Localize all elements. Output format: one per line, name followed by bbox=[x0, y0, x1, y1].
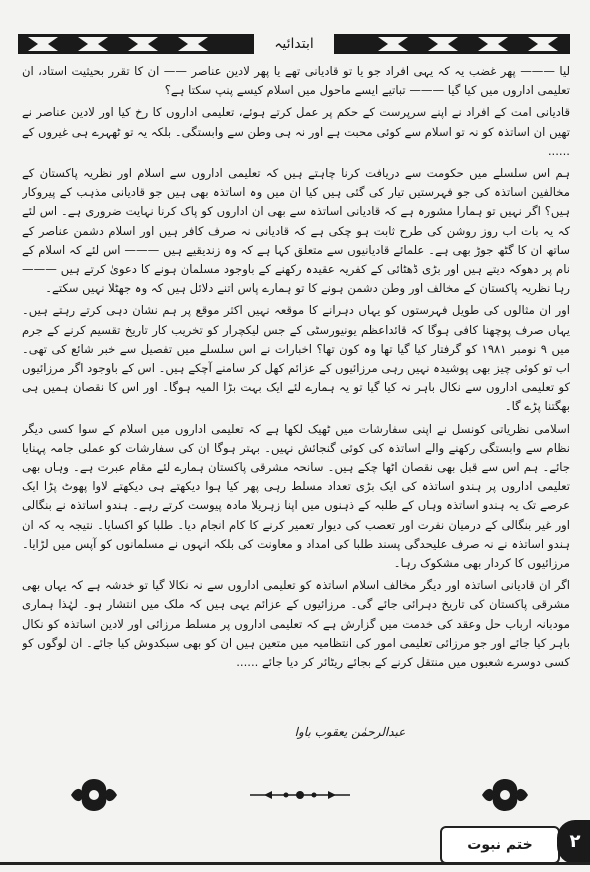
center-divider-ornament-icon bbox=[250, 788, 350, 802]
paragraph: اور ان مثالوں کی طویل فہرستوں کو یہاں دہرانے کا موقعہ نہیں اکثر موقع پر ہم نشان دہی کرتے رہتے ہیں۔ یہاں صرف پوچھنا کافی ہوگا کہ قائداعظم یونیورسٹی کے جس لیکچرار کو تخریب کار تاریخ تقسیم کرنے کے جرم میں ۹ نومبر ۱۹۸۱ کو گرفتار کیا گیا تھا وہ کون تھا؟ اخبارات نے اس سلسلے میں تفصیل سے خبر شائع کی تھی۔ اب تو کوئی چیز بھی پوشیدہ نہیں رہی مرزائیوں کے عزائم کھل کر سامنے آچکے ہیں۔ اس کے باوجود اگر مرزائیوں کو تعلیمی اداروں سے نکال باہر نہ کیا گیا تو یہ ہمارے لئے ایک بہت بڑا المیہ ہوگا۔ اور اس کا نقصان ہمیں ہی بھگتنا پڑے گا۔ bbox=[22, 303, 570, 414]
right-ornament-icon bbox=[478, 775, 532, 815]
magazine-name-label: ختم نبوت bbox=[440, 826, 560, 864]
left-ornament-icon bbox=[67, 775, 121, 815]
header-bar bbox=[18, 33, 570, 55]
page-number: ۲ bbox=[557, 820, 590, 864]
paragraph: اگر ان قادیانی اساتذہ اور دیگر مخالف اسلام اساتذہ کو تعلیمی اداروں سے نہ نکالا گیا تو خدشہ ہے کہ یہاں بھی مشرقی پاکستان کی تاریخ دہرائی جائے گی۔ مرزائیوں کے عزائم یہی ہیں کہ ملک میں انتشار ہو۔ لہٰذا ہماری مودبانہ ارباب حل وعقد کی خدمت میں گزارش ہے کہ تعلیمی اداروں پر مسلط مرزائی اور لادین اساتذہ کو نکال باہر کیا جائے اور جو مرزائی تعلیمی امور کی انتظامیہ میں متعین ہیں ان کو بھی سبکدوش کیا جائے۔ ان لوگوں کو کسی دوسرے شعبوں میں منتقل کرنے کے بجائے ریٹائر کر دیا جائے ...... bbox=[22, 578, 570, 670]
paragraph: لیا ——— پھر غضب یہ کہ یہی افراد جو یا تو قادیانی تھے یا پھر لادین عناصر —— ان کا تقرر بحیثیت استاد، ان تعلیمی اداروں میں کیا گیا ——— تباتیے ایسے ماحول میں اسلام کیسے پنپ سکتا ہے؟ bbox=[22, 64, 570, 98]
paragraph: ہم اس سلسلے میں حکومت سے دریافت کرنا چاہتے ہیں کہ تعلیمی اداروں سے اسلام اور نظریہ پاکستان کے مخالفین اساتذہ کی جو فہرستیں تیار کی گئی ہیں کیا ان میں وہ اساتذہ بھی ہیں جو قادیانی مذہب کے پیروکار ہیں؟ اگر نہیں تو ہمارا مشورہ ہے کہ قادیانی اساتذہ سے بھی ان اداروں کو پاک کرنا نہایت ضروری ہے۔ اس لئے کہ یہ بات اب روز روشن کی طرح ثابت ہو چکی ہے کہ قادیانی نہ صرف کافر ہیں اور اسلام دشمن عناصر کے ساتھ ان کا گٹھ جوڑ بھی ہے۔ علمائے قادیانیوں سے متعلق کہا ہے کہ وہ زندیقیے ہیں ——— اس لئے کہ اسلام کے نام پر دھوکہ دیتے ہیں اور بڑی ڈھٹائی کے کفریہ عقیدہ رکھنے کے باوجود مسلمان ہونے کا دعویٰ کرتے ہیں ——— رہا نظریہ پاکستان کے مخالف اور وطن دشمن ہونے کا تو ہمارے پاس اتنے دلائل ہیں کہ وہ جھٹلا نہیں سکتے۔ bbox=[22, 166, 570, 296]
page-title: ابتدائیہ bbox=[254, 33, 334, 55]
article-body bbox=[22, 62, 570, 722]
author-signature: عبدالرحمٰن یعقوب باوا bbox=[294, 725, 406, 739]
footer-rule bbox=[0, 862, 590, 865]
paragraph: قادیانی امت کے افراد نے اپنے سرپرست کے حکم پر عمل کرتے ہوئے، تعلیمی اداروں کا رخ کیا اور لادین عناصر نے تھیں ان اساتذہ کو نہ تو اسلام سے کوئی محبت ہے اور نہ ہی وطن سے وابستگی۔ بلکہ یہ تو ٹھہرے ہی غیروں کے ...... bbox=[22, 105, 570, 158]
paragraph: اسلامی نظریاتی کونسل نے اپنی سفارشات میں ٹھیک لکھا ہے کہ تعلیمی اداروں میں اسلام کے سوا کسی دیگر نظام سے وابستگی رکھنے والے اساتذہ کی کوئی گنجائش نہیں۔ بہتر ہوگا ان کی سفارشات کو عملی جامہ پہنایا جائے۔ ہم اس سے قبل بھی نقصان اٹھا چکے ہیں۔ سانحہ مشرقی پاکستان ہمارے لئے مقام عبرت ہے۔ وہاں بھی تعلیمی اداروں پر ہندو اساتذہ کی ایک بڑی تعداد مسلط رہی پھر کیا ہوا دیکھتے ہی دیکھتے لاوا پھوٹ پڑا ایک عرصے تک یہ ہندو اساتذہ وہاں کے طلبہ کے ذہنوں میں اپنا زہریلا مادہ پیوست کرتے رہے۔ ہندو اساتذہ نے بنگالی اور غیر بنگالی کے درمیان نفرت اور تعصب کی دیوار تعمیر کرنے کا کام انجام دیا۔ طلبا کو اکسایا۔ نتیجہ یہ کہ ان ہندو اساتذہ نے نہ صرف علیحدگی پسند طلبا کی امداد و معاونت کی بلکہ انہوں نے مسلمانوں کو آپس میں لڑایا۔ مرزائیوں کا کردار بھی مشکوک رہا۔ bbox=[22, 421, 570, 571]
